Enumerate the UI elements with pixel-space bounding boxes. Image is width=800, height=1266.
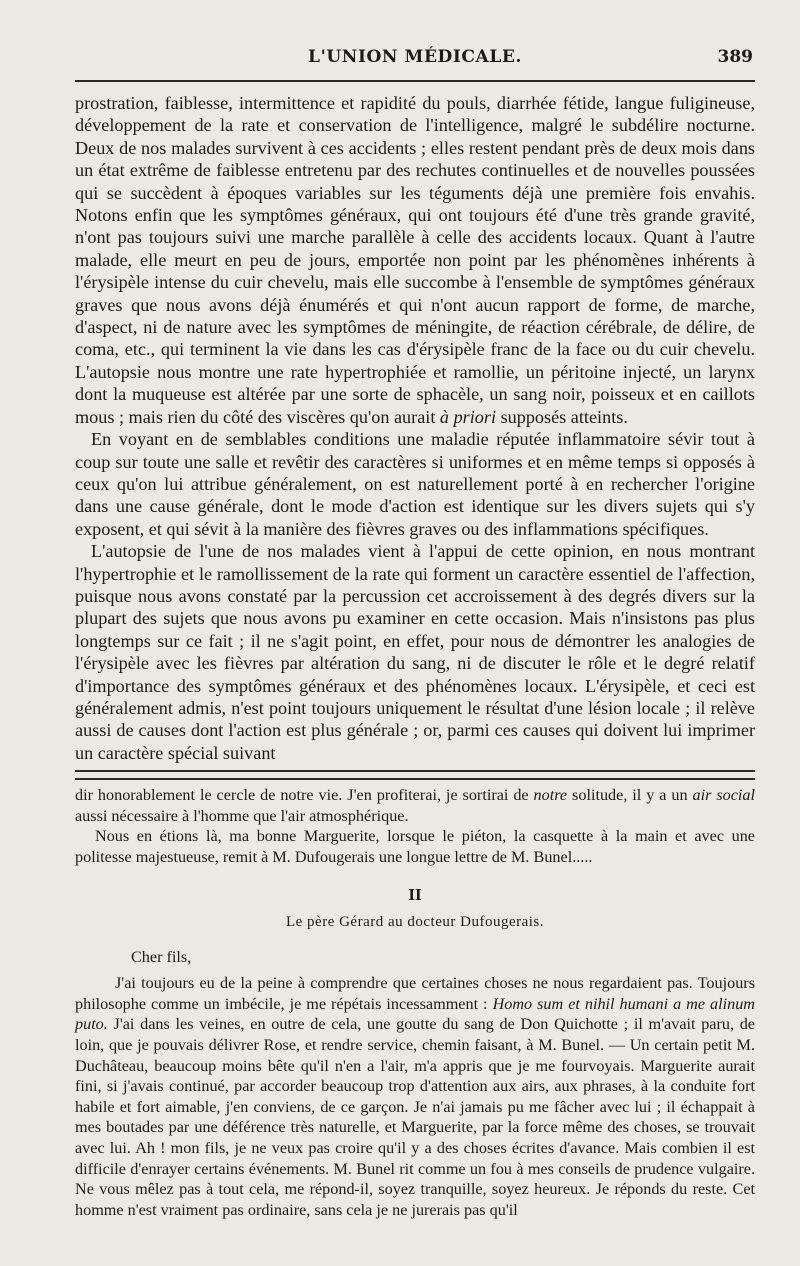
feuilleton-text: aussi nécessaire à l'homme que l'air atmosphérique. [75,806,409,825]
letter [75,947,755,1221]
section-number: II [408,885,422,905]
letter-text: J'ai toujours eu de la peine à comprendre que certaines choses ne nous regardaient pas. Toujours philosophe comme un imbécile, je me répétais incessamment : [75,974,755,1013]
feuilleton-separator [75,770,755,780]
header-rule [75,80,755,82]
page-number: 389 [717,47,753,67]
letter-paragraph-1 [75,973,755,1220]
salutation: Cher fils, [131,947,192,966]
feuilleton-paragraph-1 [75,785,755,826]
a-priori-italic: à priori [439,406,497,427]
paragraph-1-end: supposés atteints. [496,406,628,427]
paragraph-1 [75,92,755,428]
paragraph-1-text: prostration, faiblesse, intermittence et rapidité du pouls, diarrhée fétide, langue fuligineuse, développement de la rate et conservation de l'intelligence, malgré le subdélire nocturne. Deux de nos malades survivent à ces accidents ; elles restent pendant près de deux mois dans un état extrême de faiblesse entretenu par des rechutes continuelles et de nouvelles poussées qui se succèdent à époques variables sur les téguments déjà une première fois envahis. Notons enfin que les symptômes généraux, qui ont toujours été d'une très grande gravité, n'ont pas toujours suivi une marche parallèle à celle des accidents locaux. Quant à l'autre malade, elle meurt en peu de jours, emportée non point par les phénomènes inhérents à l'érysipèle intense du cuir chevelu, mais elle succombe à l'ensemble de symptômes généraux graves que nous avons déjà énumérés et qui n'ont aucun rapport de forme, de marche, d'aspect, ni de nature avec les symptômes de méningite, de réaction cérébrale, de délire, de coma, etc., qui terminent la vie dans les cas d'érysipèle franc de la face ou du cuir chevelu. L'autopsie nous montre une rate hypertrophiée et ramollie, un péritoine injecté, un larynx dont la muqueuse est altérée par une sorte de sphacèle, un sang noir, poisseux et en caillots mous ; mais rien du côté des viscères qu'on aurait [75,93,755,427]
letter-text: J'ai dans les veines, en outre de cela, une goutte du sang de Don Quichotte ; il m'avait paru, de loin, que je pouvais délivrer Rose, et rendre service, chemin faisant, à M. Bunel. — Un certain petit M. Duchâteau, beaucoup moins bête qu'il n'en a l'air, m'a appris que je me fourvoyais. Marguerite aurait fini, si j'avais continué, par accorder beaucoup trop d'attention aux airs, aux phrases, à la conduite fort habile et fort aimable, j'en conviens, de ce garçon. Je n'ai jamais pu me fâcher avec lui ; il échappait à mes boutades par une déférence très naturelle, et Marguerite, par la force même des choses, se trouvait avec lui. Ah ! mon fils, je ne veux pas croire qu'il y a des choses écrites d'avance. Mais combien il est difficile d'enrayer certains événements. M. Bunel rit comme un fou à mes conseils de prudence vulgaire. Ne vous mêlez pas à tout cela, me répond-il, soyez tranquille, soyez heureux. Je réponds du reste. Cet homme n'est vraiment pas ordinaire, sans cela je ne jurerais pas qu'il [75,1015,755,1219]
feuilleton-italic: air social [692,786,756,804]
page-header [75,45,755,75]
feuilleton-text: dir honorablement le cercle de notre vie. J'en profiterai, je sortirai de [75,786,534,804]
feuilleton-italic: notre [533,786,568,804]
feuilleton-paragraph-2: Nous en étions là, ma bonne Marguerite, lorsque le piéton, la casquette à la main et avec une politesse majestueuse, remit à M. Dufougerais une longue lettre de M. Bunel..... [75,827,755,866]
article-body [75,92,755,764]
feuilleton-text: solitude, il y a un [567,786,693,804]
feuilleton [75,785,755,1220]
latin-quote: Homo sum et nihil humani a me alinum puto. [75,994,755,1034]
paragraph-3: L'autopsie de l'une de nos malades vient à l'appui de cette opinion, en nous montrant l'hypertrophie et le ramollissement de la rate qui forment un caractère essentiel de l'affection, puisque nous avons constaté par la percussion cet accroissement à des degrés divers sur la plupart des sujets que nous avons pu examiner en cette occasion. Mais n'insistons pas plus longtemps sur ce fait ; il ne s'agit point, en effet, pour nous de démontrer les analogies de l'érysipèle avec les fièvres par altération du sang, ni de discuter le rôle et le degré relatif d'importance des symptômes généraux et des phénomènes locaux. L'érysipèle, et ceci est généralement admis, n'est point toujours uniquement le résultat d'une lésion locale ; il relève aussi de causes dont l'action est plus générale ; or, parmi ces causes qui doivent lui imprimer un caractère spécial suivant [75,541,755,763]
letter-title: Le père Gérard au docteur Dufougerais. [285,913,545,930]
paragraph-2: En voyant en de semblables conditions une maladie réputée inflammatoire sévir tout à coup sur toute une salle et revêtir des caractères si uniformes et en même temps si opposés à ceux qu'on lui attribue généralement, on est naturellement porté à en rechercher l'origine dans une cause générale, dont le mode d'action est identique sur les divers sujets qui s'y exposent, et qui sévit à la manière des fièvres graves ou des inflammations spécifiques. [75,429,755,539]
running-title: L'UNION MÉDICALE. [308,47,522,67]
